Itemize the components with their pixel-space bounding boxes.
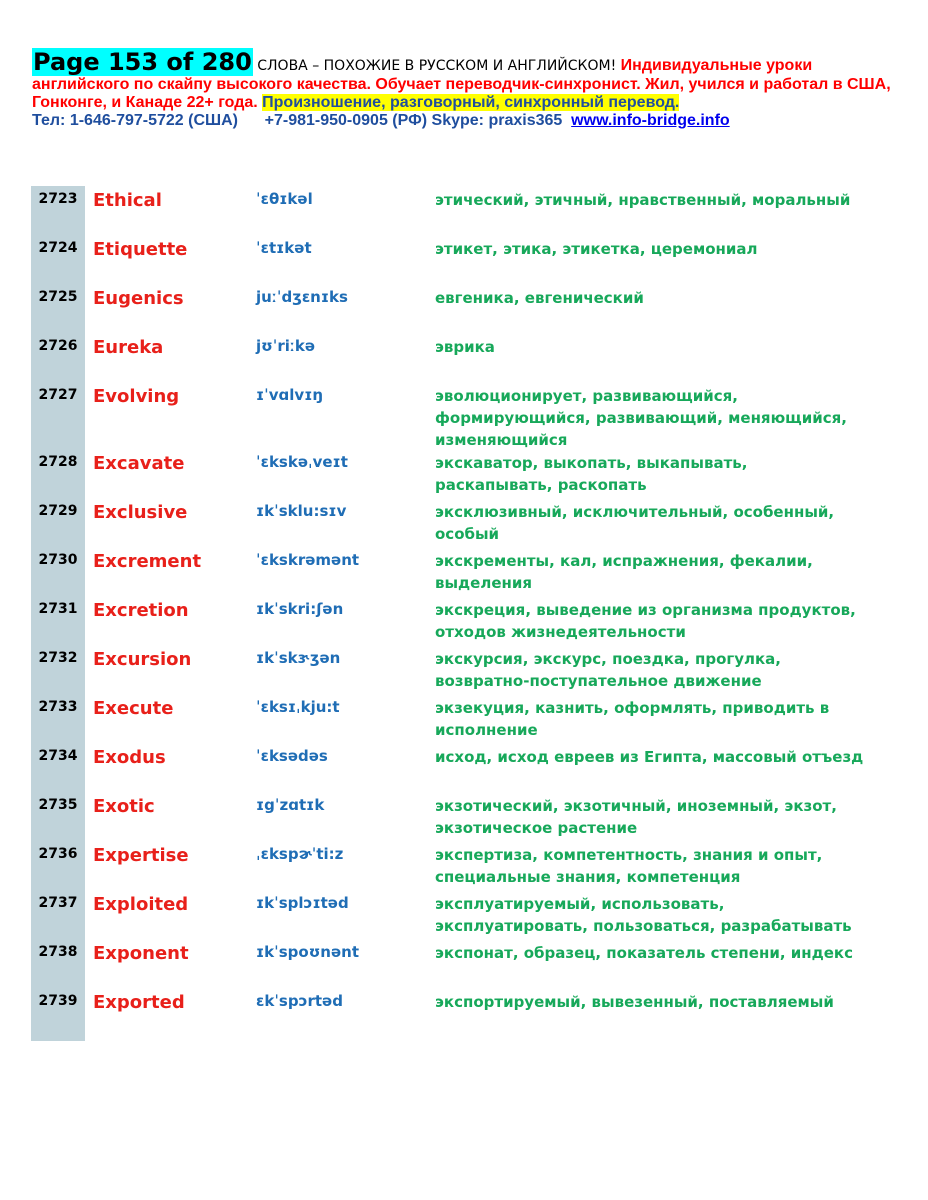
entry-number: 2726 [38,338,78,354]
entry-word: Exclusive [93,502,188,523]
entry-number: 2724 [38,240,78,256]
entry-translation: экзотический, экзотичный, иноземный, экзот, экзотическое растение [435,797,837,837]
entry-number: 2725 [38,289,78,305]
entry-word: Ethical [93,190,162,211]
entry-word: Evolving [93,386,180,407]
entry-translation: экспонат, образец, показатель степени, индекс [435,944,853,962]
entry-translation: эволюционирует, развивающийся, формирующийся, развивающий, меняющийся, изменяющийся [435,387,847,449]
entry-pronunciation: ɛkˈspɔrtəd [256,992,343,1010]
entry-number: 2729 [38,503,78,519]
entry-translation: экскаватор, выкопать, выкапывать, раскапывать, раскопать [435,454,748,494]
entry-word: Exponent [93,943,189,964]
entry-number: 2732 [38,650,78,666]
entry-number: 2728 [38,454,78,470]
entry-number: 2727 [38,387,78,403]
entry-word: Exodus [93,747,166,768]
entry-pronunciation: ˈɛkskrəmənt [256,551,360,569]
entry-word: Excavate [93,453,185,474]
entry-translation: экзекуция, казнить, оформлять, приводить в исполнение [435,699,830,739]
entry-number: 2736 [38,846,78,862]
entry-pronunciation: ˈɛkskəˌveɪt [256,453,348,471]
skype-id: Skype: praxis365 [431,112,563,129]
entry-word: Exploited [93,894,189,915]
entry-pronunciation: ˈɛθɪkəl [256,190,313,208]
entry-pronunciation: ˈɛtɪkət [256,239,312,257]
entry-pronunciation: ɪkˈspoʊnənt [256,943,360,961]
entry-number: 2737 [38,895,78,911]
page-title: СЛОВА – ПОХОЖИЕ В РУССКОМ И АНГЛИЙСКОМ! [257,58,617,74]
entry-translation: экскременты, кал, испражнения, фекалии, выделения [435,552,813,592]
ad-text: Индивидуальные уроки английского по скайпу высокого качества. Обучает переводчик-синхронист. Жил, учился и работал в США, Гонконге, и Канаде 22+ года. [32,57,891,111]
entry-number: 2735 [38,797,78,813]
entry-word: Exported [93,992,185,1013]
phone-us: Тел: 1-646-797-5722 (США) [32,112,238,129]
entry-pronunciation: ˈɛksədəs [256,747,328,765]
entry-number: 2739 [38,993,78,1009]
entry-pronunciation: ˈɛksɪˌkju:t [256,698,340,716]
entry-number: 2723 [38,191,78,207]
entry-translation: эксплуатируемый, использовать, эксплуатировать, пользоваться, разрабатывать [435,895,852,935]
entry-pronunciation: ɪkˈsplɔɪtəd [256,894,349,912]
entry-word: Excursion [93,649,192,670]
phone-ru: +7-981-950-0905 (РФ) [264,112,428,129]
entry-pronunciation: ɪkˈskɝʒən [256,649,341,667]
entry-pronunciation: ɪgˈzɑtɪk [256,796,325,814]
entry-word: Excretion [93,600,189,621]
entry-word: Excrement [93,551,202,572]
entry-pronunciation: ɪˈvɑlvɪŋ [256,386,324,404]
entry-pronunciation: jʊˈriːkə [256,337,316,355]
entry-translation: евгеника, евгенический [435,289,644,307]
entry-pronunciation: ɪkˈskri:ʃən [256,600,344,618]
entry-translation: экспортируемый, вывезенный, поставляемый [435,993,834,1011]
entry-number: 2734 [38,748,78,764]
entry-pronunciation: ˌɛkspɚˈti:z [256,845,344,863]
entry-translation: экскурсия, экскурс, поездка, прогулка, возвратно-поступательное движение [435,650,781,690]
page-header [32,48,892,130]
website-link[interactable]: www.info-bridge.info [571,112,730,129]
entry-word: Eureka [93,337,164,358]
entry-pronunciation: ɪkˈsklu:sɪv [256,502,347,520]
entry-number: 2730 [38,552,78,568]
entry-translation: этический, этичный, нравственный, моральный [435,191,851,209]
entry-translation: эксклюзивный, исключительный, особенный, особый [435,503,835,543]
entry-word: Execute [93,698,174,719]
entry-word: Etiquette [93,239,188,260]
entry-translation: экспертиза, компетентность, знания и опыт, специальные знания, компетенция [435,846,823,886]
entry-translation: этикет, этика, этикетка, церемониал [435,240,758,258]
ad-highlight: Произношение, разговорный, синхронный перевод. [262,94,680,111]
entry-number: 2733 [38,699,78,715]
entry-translation: эврика [435,338,495,356]
entry-translation: исход, исход евреев из Египта, массовый отъезд [435,748,864,766]
entry-word: Exotic [93,796,155,817]
entry-word: Eugenics [93,288,184,309]
entry-number: 2738 [38,944,78,960]
entry-word: Expertise [93,845,189,866]
page-number-label: Page 153 of 280 [33,48,252,76]
entry-number: 2731 [38,601,78,617]
entry-translation: экскреция, выведение из организма продуктов, отходов жизнедеятельности [435,601,856,641]
entry-pronunciation: juːˈdʒɛnɪks [256,288,348,306]
